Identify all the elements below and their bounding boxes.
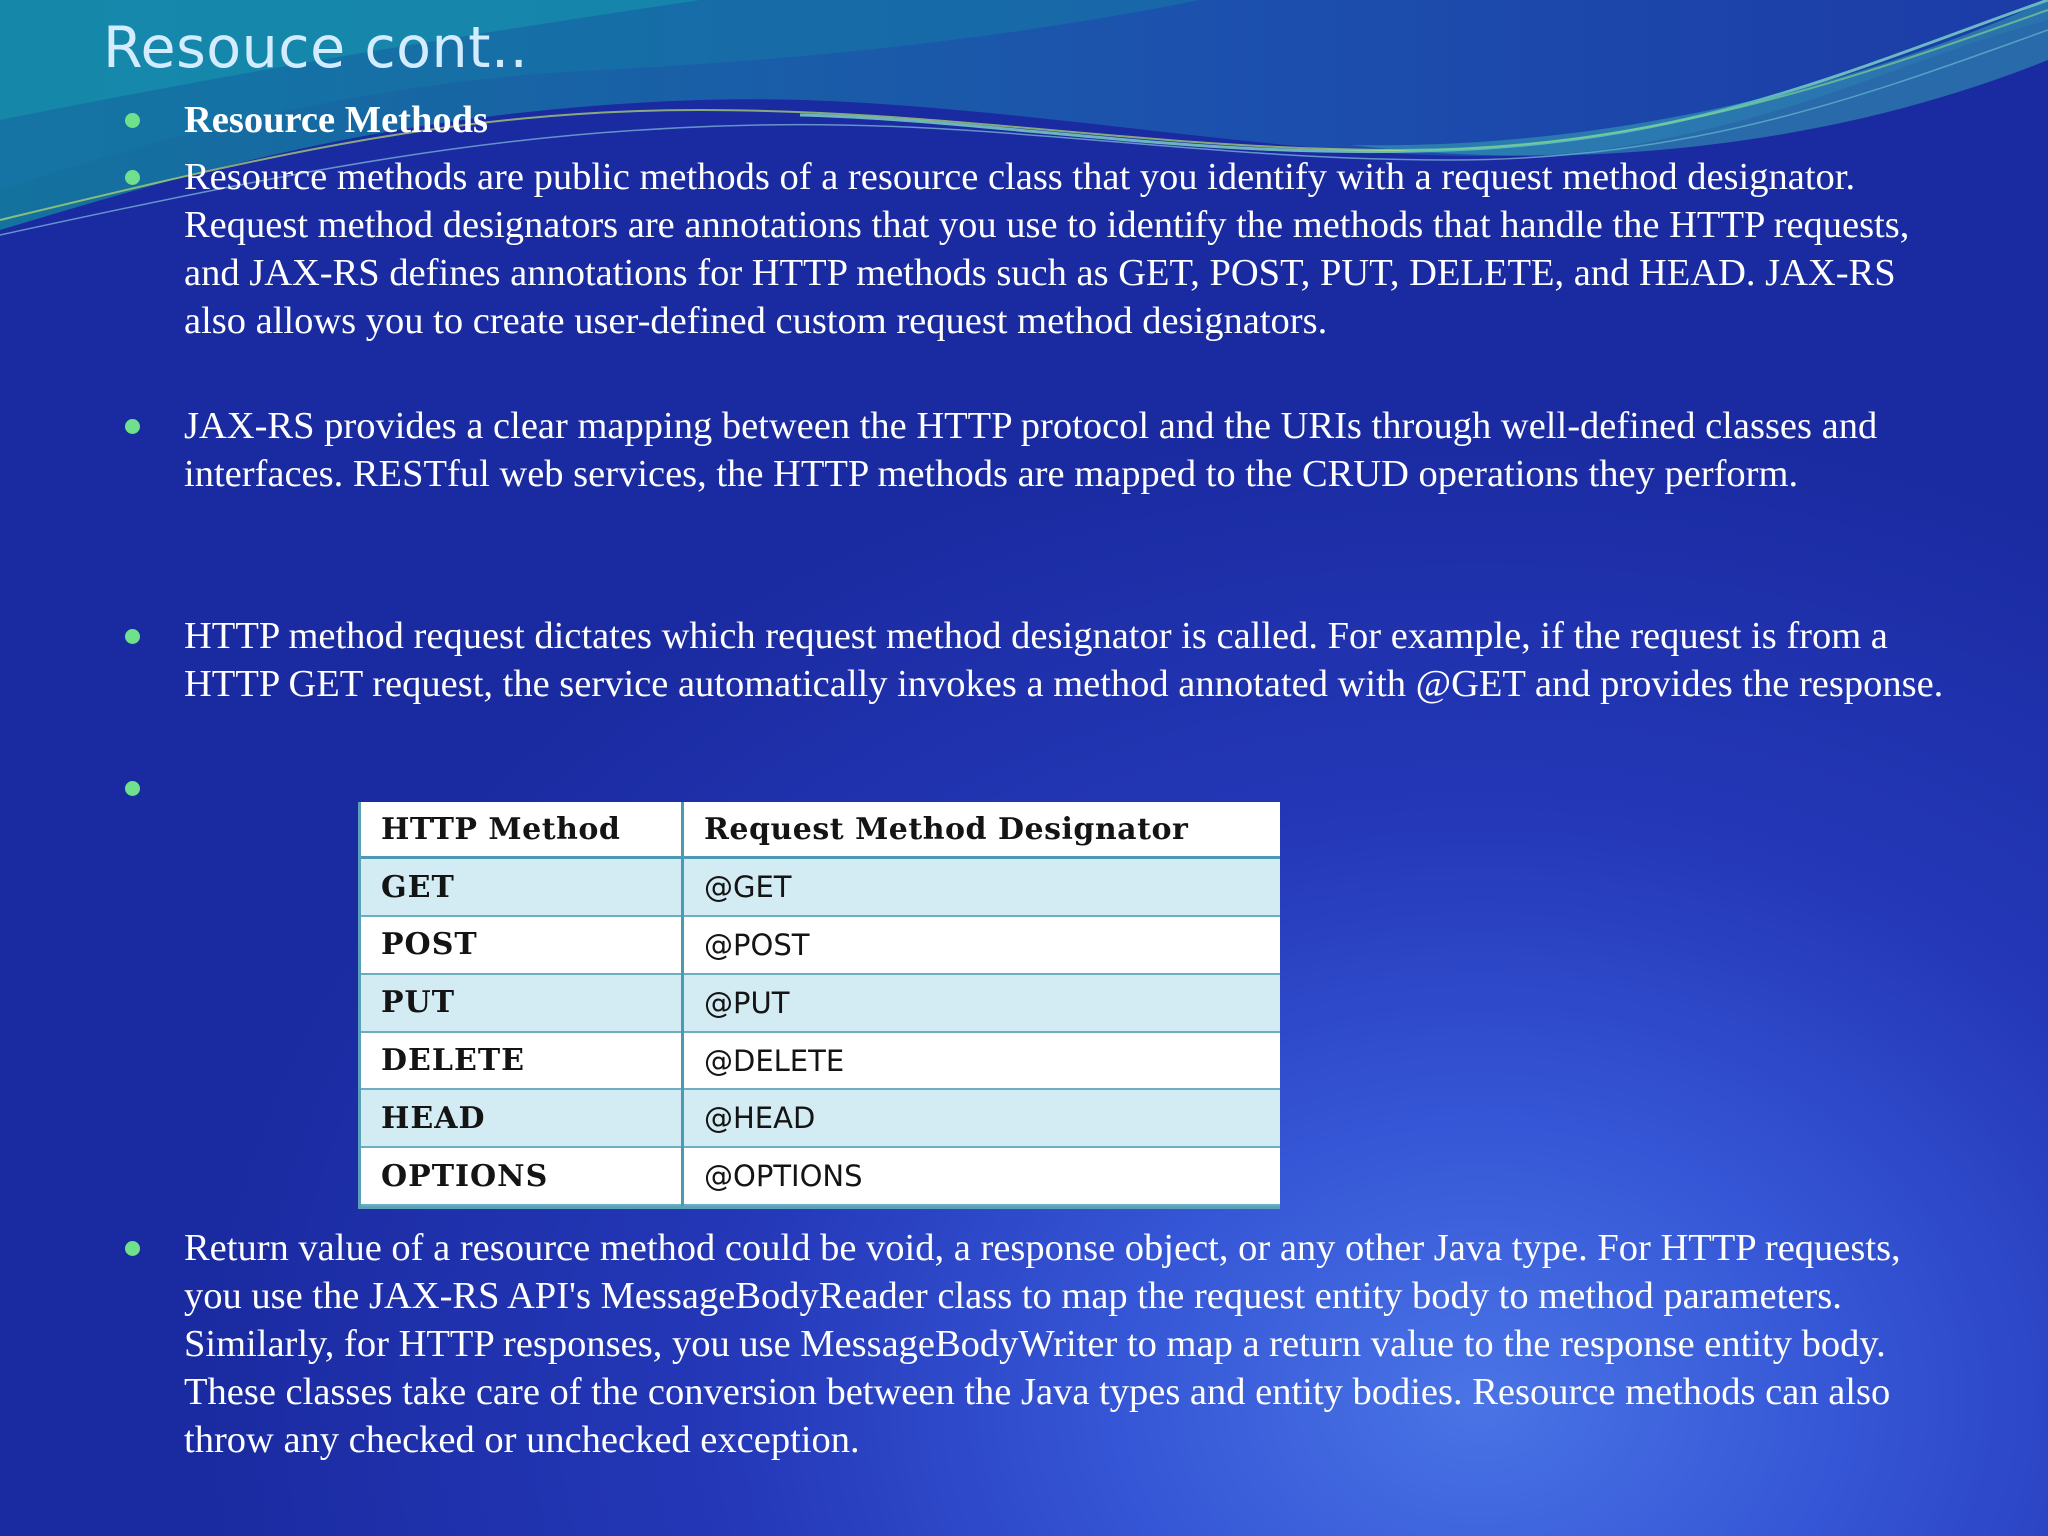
designator-cell: @DELETE [683,1032,1281,1090]
bullet-item [184,153,1944,345]
bullet-dot-icon [125,781,140,796]
bullet-text: Resource Methods [184,99,489,141]
header-http-method: HTTP Method [361,802,683,858]
bullet-item [184,402,1944,498]
header-request-method-designator: Request Method Designator [683,802,1281,858]
bullet-dot-icon [125,419,140,434]
bullet-text: Resource methods are public methods of a resource class that you identify with a request method designator. Request method designators are annotations that you use to identify the methods that handle the HTTP requests, and JAX-RS defines annotations for HTTP methods such as GET, POST, PUT, DELETE, and HEAD. JAX-RS also allows you to create user-defined custom request method designators. [184,156,1910,342]
methods-table [361,802,1280,1206]
http-method-cell: OPTIONS [361,1147,683,1205]
table-row [361,1147,1280,1205]
slide-title: Resouce cont.. [103,15,529,81]
table-row [361,916,1280,974]
table-row [361,974,1280,1032]
http-method-cell: GET [361,858,683,917]
table-row [361,1089,1280,1147]
table-row [361,858,1280,917]
bullet-item [184,1224,1944,1464]
designator-cell: @HEAD [683,1089,1281,1147]
designator-cell: @PUT [683,974,1281,1032]
bullet-item [184,612,1944,708]
designator-cell: @OPTIONS [683,1147,1281,1205]
bullet-text: Return value of a resource method could be void, a response object, or any other Java type. For HTTP requests, you use the JAX-RS API's MessageBodyReader class to map the request entity body to method parameters. Similarly, for HTTP responses, you use MessageBodyWriter to map a return value to the response entity body. These classes take care of the conversion between the Java types and entity bodies. Resource methods can also throw any checked or unchecked exception. [184,1227,1901,1461]
bullet-dot-icon [125,629,140,644]
http-method-cell: HEAD [361,1089,683,1147]
bullet-item [184,96,1944,144]
http-method-cell: POST [361,916,683,974]
bullet-dot-icon [125,113,140,128]
table-header-row [361,802,1280,858]
designator-cell: @GET [683,858,1281,917]
bullet-text: JAX-RS provides a clear mapping between the HTTP protocol and the URIs through well-defined classes and interfaces. RESTful web services, the HTTP methods are mapped to the CRUD operations they perform. [184,405,1878,495]
http-method-table [358,802,1280,1209]
table-row [361,1032,1280,1090]
bullet-dot-icon [125,1241,140,1256]
http-method-cell: DELETE [361,1032,683,1090]
http-method-cell: PUT [361,974,683,1032]
designator-cell: @POST [683,916,1281,974]
bullet-dot-icon [125,170,140,185]
bullet-text: HTTP method request dictates which request method designator is called. For example, if the request is from a HTTP GET request, the service automatically invokes a method annotated with @GET and provides the response. [184,615,1944,705]
